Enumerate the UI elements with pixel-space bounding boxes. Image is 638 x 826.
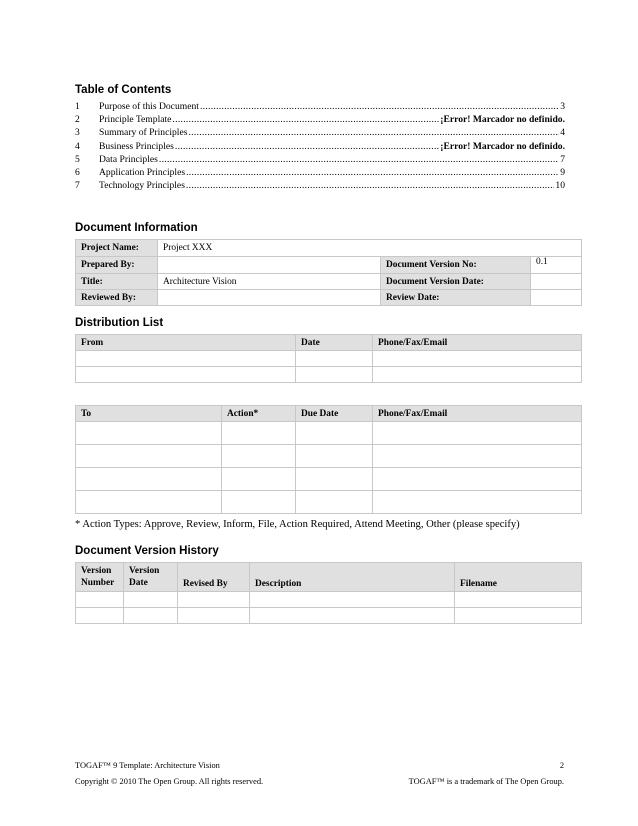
table-row	[76, 491, 582, 514]
table-cell[interactable]	[222, 445, 296, 468]
table-cell[interactable]	[373, 367, 582, 383]
table-cell[interactable]	[76, 367, 296, 383]
table-row	[76, 608, 582, 624]
table-cell[interactable]	[76, 351, 296, 367]
version-history-heading: Document Version History	[75, 545, 219, 557]
toc-entry-page: 10	[555, 180, 565, 192]
table-cell[interactable]	[296, 422, 373, 445]
table-cell[interactable]	[296, 367, 373, 383]
table-cell[interactable]	[250, 608, 455, 624]
document-information-heading: Document Information	[75, 222, 198, 234]
toc-entry-number: 2	[75, 114, 80, 126]
toc-entry[interactable]	[75, 113, 565, 126]
toc-dot-leader	[186, 166, 559, 179]
review-date-label: Review Date:	[381, 290, 531, 306]
table-cell[interactable]	[455, 608, 582, 624]
toc-dot-leader	[186, 179, 554, 192]
distribution-from-table	[75, 334, 582, 383]
version-no-label: Document Version No:	[381, 257, 531, 274]
toc-entry-title[interactable]: Data Principles	[99, 153, 158, 165]
date-header: Date	[296, 335, 373, 351]
toc-dot-leader	[188, 126, 559, 139]
version-number-header: Version Number	[76, 563, 124, 592]
table-of-contents	[75, 100, 565, 192]
toc-entry-title[interactable]: Summary of Principles	[99, 127, 188, 139]
toc-entry-title[interactable]: Principle Template	[99, 114, 172, 126]
table-row	[76, 422, 582, 445]
table-cell[interactable]	[76, 445, 222, 468]
toc-entry-title[interactable]: Technology Principles	[99, 180, 185, 192]
toc-entry-number: 5	[75, 153, 80, 165]
distribution-list-heading: Distribution List	[75, 317, 164, 329]
action-types-note: * Action Types: Approve, Review, Inform, File, Action Required, Attend Meeting, Other (please specify)	[75, 519, 520, 530]
table-row	[76, 592, 582, 608]
table-cell[interactable]	[178, 608, 250, 624]
table-cell[interactable]	[76, 608, 124, 624]
toc-entry-page: 3	[560, 101, 565, 112]
from-header: From	[76, 335, 296, 351]
table-cell[interactable]	[76, 592, 124, 608]
toc-dot-leader	[172, 113, 439, 126]
footer-template-title: TOGAF™ 9 Template: Architecture Vision	[75, 761, 220, 770]
project-name-label: Project Name:	[76, 240, 158, 257]
table-cell[interactable]	[455, 592, 582, 608]
table-cell[interactable]	[178, 592, 250, 608]
table-cell[interactable]	[296, 491, 373, 514]
toc-entry[interactable]	[75, 100, 565, 113]
version-date-label: Document Version Date:	[381, 274, 531, 290]
toc-entry-title[interactable]: Business Principles	[99, 140, 174, 152]
toc-entry[interactable]	[75, 153, 565, 166]
phone-fax-email-header: Phone/Fax/Email	[373, 335, 582, 351]
table-cell[interactable]	[373, 351, 582, 367]
table-row	[76, 367, 582, 383]
toc-entry[interactable]	[75, 179, 565, 192]
description-header: Description	[250, 563, 455, 592]
toc-dot-leader	[175, 140, 439, 153]
table-cell[interactable]	[124, 592, 178, 608]
prepared-by-value[interactable]	[158, 257, 381, 274]
prepared-by-label: Prepared By:	[76, 257, 158, 274]
toc-entry-number: 7	[75, 180, 80, 192]
version-date-header: Version Date	[124, 563, 178, 592]
footer-line-2	[75, 777, 564, 786]
toc-entry-title[interactable]: Application Principles	[99, 166, 186, 178]
title-label: Title:	[76, 274, 158, 290]
toc-entry-page: 7	[560, 153, 565, 165]
footer-trademark: TOGAF™ is a trademark of The Open Group.	[408, 777, 564, 786]
toc-entry-number: 3	[75, 127, 80, 139]
toc-entry-page: 9	[560, 166, 565, 178]
toc-dot-leader	[159, 153, 559, 166]
table-row	[76, 351, 582, 367]
filename-header: Filename	[455, 563, 582, 592]
table-cell[interactable]	[250, 592, 455, 608]
due-date-header: Due Date	[296, 406, 373, 422]
action-header: Action*	[222, 406, 296, 422]
version-date-value[interactable]	[531, 274, 582, 290]
title-value[interactable]: Architecture Vision	[158, 274, 381, 290]
page-number: 2	[559, 761, 564, 770]
table-cell[interactable]	[222, 491, 296, 514]
version-history-table	[75, 562, 582, 624]
table-cell[interactable]	[222, 468, 296, 491]
toc-entry-page: ¡Error! Marcador no definido.	[440, 140, 565, 152]
table-cell[interactable]	[296, 468, 373, 491]
toc-entry-number: 6	[75, 166, 80, 178]
toc-dot-leader	[200, 100, 559, 113]
toc-entry-number: 4	[75, 140, 80, 152]
table-cell[interactable]	[76, 491, 222, 514]
toc-entry-title[interactable]: Purpose of this Document	[99, 101, 199, 112]
toc-entry-page: ¡Error! Marcador no definido.	[440, 114, 565, 126]
table-cell[interactable]	[373, 422, 582, 445]
table-cell[interactable]	[373, 445, 582, 468]
project-name-value[interactable]: Project XXX	[158, 240, 582, 257]
toc-entry[interactable]	[75, 140, 565, 153]
to-header: To	[76, 406, 222, 422]
table-cell[interactable]	[373, 468, 582, 491]
table-cell[interactable]	[124, 608, 178, 624]
version-no-value[interactable]: 0.1	[531, 257, 582, 274]
toc-entry[interactable]	[75, 166, 565, 179]
distribution-to-table	[75, 405, 582, 514]
toc-entry-number: 1	[75, 101, 80, 112]
phone-fax-email-header: Phone/Fax/Email	[373, 406, 582, 422]
toc-entry[interactable]	[75, 126, 565, 139]
table-row	[76, 445, 582, 468]
toc-heading: Table of Contents	[75, 84, 172, 96]
document-information-table	[75, 239, 582, 306]
toc-entry-page: 4	[560, 127, 565, 139]
table-row	[76, 468, 582, 491]
footer-copyright: Copyright © 2010 The Open Group. All rights reserved.	[75, 777, 264, 786]
footer-line-1	[75, 761, 564, 770]
reviewed-by-value[interactable]	[158, 290, 381, 306]
revised-by-header: Revised By	[178, 563, 250, 592]
table-cell[interactable]	[373, 491, 582, 514]
review-date-value[interactable]	[531, 290, 582, 306]
table-cell[interactable]	[222, 422, 296, 445]
reviewed-by-label: Reviewed By:	[76, 290, 158, 306]
table-cell[interactable]	[76, 468, 222, 491]
table-cell[interactable]	[296, 351, 373, 367]
table-cell[interactable]	[76, 422, 222, 445]
table-cell[interactable]	[296, 445, 373, 468]
